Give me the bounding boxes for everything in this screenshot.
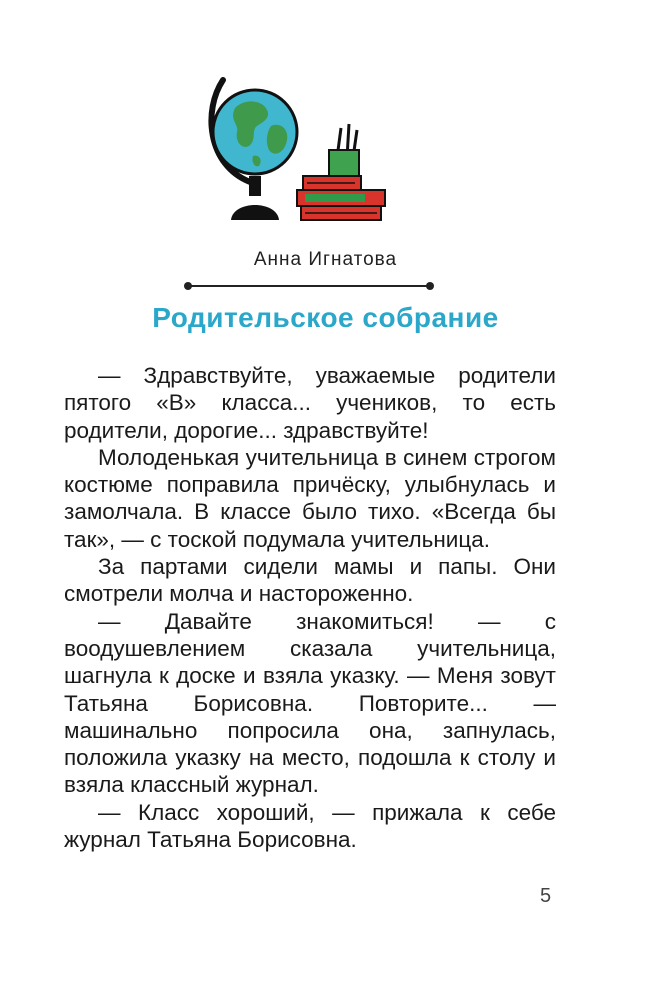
story-title: Родительское собрание: [152, 302, 499, 333]
paragraph: — Здравствуйте, уважаемые родители пятого «В» класса... учеников, то есть родители, дорогие... здравствуйте!: [64, 363, 556, 443]
globe-and-books-icon: [205, 70, 395, 230]
author-name: Анна Игнатова: [253, 249, 398, 270]
story-text: [64, 362, 556, 853]
paragraph: За партами сидели мамы и папы. Они смотрели молча и настороженно.: [64, 554, 556, 607]
paragraph: — Давайте знакомиться! — с воодушевлением сказала учительница, шагнула к доске и взяла указку. — Меня зовут Татьяна Борисовна. Повторите... — машинально попросила она, запнулась, положила указку на место, подошла к столу и взяла классный журнал.: [64, 608, 556, 798]
divider: [184, 281, 434, 291]
page-number: 5: [540, 885, 552, 907]
paragraph: Молоденькая учительница в синем строгом костюме поправила причёску, улыбнулась и замолчала. В классе было тихо. «Всегда бы так», — с тоской подумала учительница.: [64, 444, 556, 552]
paragraph: — Класс хороший, — прижала к себе журнал Татьяна Борисовна.: [64, 799, 556, 853]
